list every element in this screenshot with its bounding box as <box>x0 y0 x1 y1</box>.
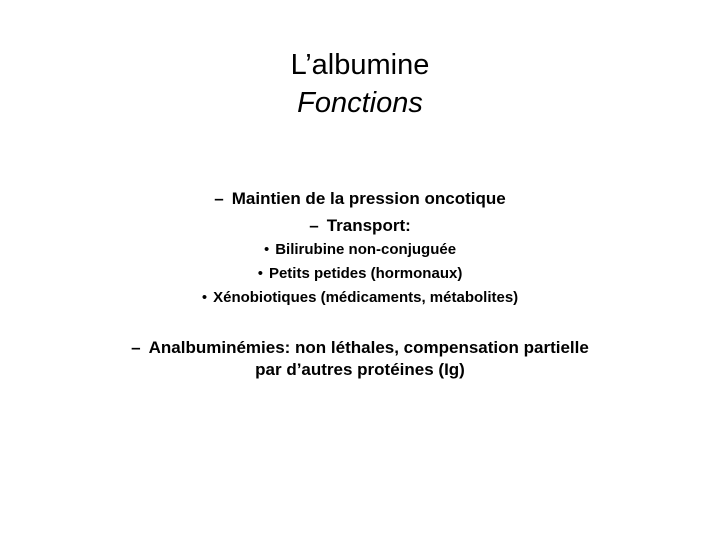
list-item-analbuminemia <box>0 337 720 359</box>
bullet-marker: • <box>263 241 270 258</box>
dash-marker: – <box>131 338 141 357</box>
slide-title: L’albumine <box>290 49 430 81</box>
list-item-transport <box>0 215 720 237</box>
dash-marker: – <box>309 216 319 235</box>
sub-item-xenobiotics <box>0 288 720 308</box>
list-item-analbuminemia-continued: par d’autres protéines (Ig) <box>255 360 465 379</box>
sub-item-peptides <box>0 264 720 284</box>
dash-marker: – <box>214 189 224 208</box>
sub-item-text: Bilirubine non-conjuguée <box>275 241 457 258</box>
list-item-text: Analbuminémies: non léthales, compensation partielle <box>148 338 589 357</box>
list-item-oncotic-pressure <box>0 188 720 210</box>
bullet-marker: • <box>257 265 263 282</box>
slide-subtitle: Fonctions <box>297 87 423 119</box>
sub-item-bilirubin <box>0 240 720 260</box>
sub-item-text: Xénobiotiques (médicaments, métabolites) <box>213 289 519 306</box>
sub-item-text: Petits petides (hormonaux) <box>268 265 463 282</box>
bullet-marker: • <box>201 289 208 306</box>
list-item-text: Transport: <box>326 216 411 235</box>
list-item-text: Maintien de la pression oncotique <box>231 189 506 208</box>
